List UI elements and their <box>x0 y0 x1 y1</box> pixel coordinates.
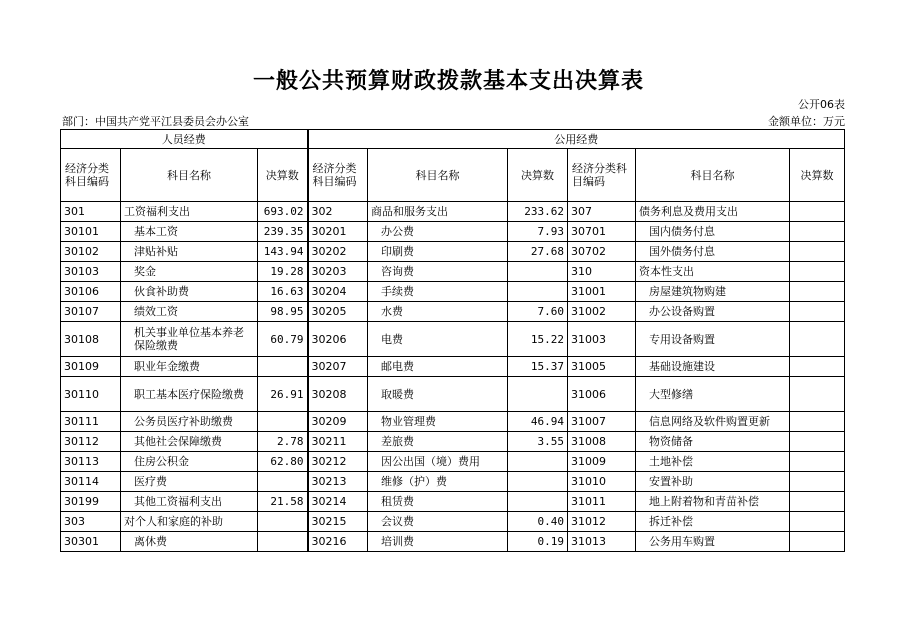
subject-name-cell: 工资福利支出 <box>121 202 258 222</box>
amount-cell <box>790 452 845 472</box>
header-subject-name: 科目名称 <box>368 149 508 202</box>
subject-name-cell: 其他工资福利支出 <box>121 492 258 512</box>
expenditure-table <box>60 129 845 552</box>
subject-name-cell: 租赁费 <box>368 492 508 512</box>
subject-name-cell: 印刷费 <box>368 242 508 262</box>
econ-code-cell: 30206 <box>308 322 368 357</box>
subject-name-cell: 房屋建筑物购建 <box>636 282 790 302</box>
page-title: 一般公共预算财政拨款基本支出决算表 <box>252 69 644 94</box>
amount-cell <box>790 532 845 552</box>
econ-code-cell: 30113 <box>61 452 121 472</box>
subject-name-cell: 水费 <box>368 302 508 322</box>
amount-cell <box>258 357 308 377</box>
amount-cell <box>790 282 845 302</box>
subject-name-cell: 职工基本医疗保险缴费 <box>121 377 258 412</box>
econ-code-cell: 30107 <box>61 302 121 322</box>
table-row <box>61 357 845 377</box>
amount-cell <box>790 222 845 242</box>
subject-name-cell: 奖金 <box>121 262 258 282</box>
table-row <box>61 532 845 552</box>
amount-cell: 98.95 <box>258 302 308 322</box>
amount-cell <box>508 492 568 512</box>
table-row <box>61 412 845 432</box>
amount-cell <box>790 472 845 492</box>
econ-code-cell: 31006 <box>568 377 636 412</box>
subject-name-cell: 因公出国（境）费用 <box>368 452 508 472</box>
subject-name-cell: 机关事业单位基本养老保险缴费 <box>121 322 258 357</box>
table-row <box>61 302 845 322</box>
subject-name-cell: 基本工资 <box>121 222 258 242</box>
amount-cell: 239.35 <box>258 222 308 242</box>
amount-cell <box>790 202 845 222</box>
subject-name-cell: 住房公积金 <box>121 452 258 472</box>
subject-name-cell: 商品和服务支出 <box>368 202 508 222</box>
econ-code-cell: 30215 <box>308 512 368 532</box>
subject-name-cell: 咨询费 <box>368 262 508 282</box>
header-subject-name: 科目名称 <box>636 149 790 202</box>
econ-code-cell: 31005 <box>568 357 636 377</box>
subject-name-cell: 物业管理费 <box>368 412 508 432</box>
econ-code-cell: 31002 <box>568 302 636 322</box>
subject-name-cell: 维修（护）费 <box>368 472 508 492</box>
form-code: 公开06表 <box>798 98 845 111</box>
econ-code-cell: 31013 <box>568 532 636 552</box>
subject-name-cell: 职业年金缴费 <box>121 357 258 377</box>
header-econ-code: 经济分类科目编码 <box>568 149 636 202</box>
department-label: 部门：中国共产党平江县委员会办公室 <box>62 115 249 128</box>
subject-name-cell: 办公设备购置 <box>636 302 790 322</box>
econ-code-cell: 30108 <box>61 322 121 357</box>
amount-cell <box>790 377 845 412</box>
table-row <box>61 492 845 512</box>
econ-code-cell: 30201 <box>308 222 368 242</box>
amount-cell <box>790 302 845 322</box>
econ-code-cell: 30212 <box>308 452 368 472</box>
amount-cell: 0.40 <box>508 512 568 532</box>
subject-name-cell: 取暖费 <box>368 377 508 412</box>
amount-cell: 693.02 <box>258 202 308 222</box>
econ-code-cell: 31001 <box>568 282 636 302</box>
amount-cell: 3.55 <box>508 432 568 452</box>
amount-cell: 2.78 <box>258 432 308 452</box>
subject-name-cell: 债务利息及费用支出 <box>636 202 790 222</box>
subject-name-cell: 信息网络及软件购置更新 <box>636 412 790 432</box>
amount-cell: 19.28 <box>258 262 308 282</box>
unit-label: 金额单位：万元 <box>768 115 845 128</box>
amount-cell <box>508 262 568 282</box>
amount-cell <box>790 357 845 377</box>
table-row <box>61 377 845 412</box>
subject-name-cell: 其他社会保障缴费 <box>121 432 258 452</box>
table-row <box>61 202 845 222</box>
econ-code-cell: 30301 <box>61 532 121 552</box>
subject-name-cell: 土地补偿 <box>636 452 790 472</box>
amount-cell: 0.19 <box>508 532 568 552</box>
table-row <box>61 242 845 262</box>
subject-name-cell: 电费 <box>368 322 508 357</box>
amount-cell <box>790 432 845 452</box>
subject-name-cell: 伙食补助费 <box>121 282 258 302</box>
amount-cell <box>790 492 845 512</box>
header-amount: 决算数 <box>790 149 845 202</box>
econ-code-cell: 31010 <box>568 472 636 492</box>
econ-code-cell: 30204 <box>308 282 368 302</box>
subject-name-cell: 基础设施建设 <box>636 357 790 377</box>
header-amount: 决算数 <box>258 149 308 202</box>
amount-cell <box>790 242 845 262</box>
econ-code-cell: 31008 <box>568 432 636 452</box>
amount-cell <box>508 282 568 302</box>
amount-cell: 62.80 <box>258 452 308 472</box>
econ-code-cell: 310 <box>568 262 636 282</box>
subject-name-cell: 差旅费 <box>368 432 508 452</box>
econ-code-cell: 30101 <box>61 222 121 242</box>
table-row <box>61 512 845 532</box>
econ-code-cell: 30207 <box>308 357 368 377</box>
econ-code-cell: 30211 <box>308 432 368 452</box>
amount-cell: 46.94 <box>508 412 568 432</box>
subject-name-cell: 津贴补贴 <box>121 242 258 262</box>
subject-name-cell: 资本性支出 <box>636 262 790 282</box>
econ-code-cell: 31012 <box>568 512 636 532</box>
subject-name-cell: 绩效工资 <box>121 302 258 322</box>
subject-name-cell: 会议费 <box>368 512 508 532</box>
amount-cell: 27.68 <box>508 242 568 262</box>
econ-code-cell: 307 <box>568 202 636 222</box>
econ-code-cell: 301 <box>61 202 121 222</box>
amount-cell: 7.93 <box>508 222 568 242</box>
econ-code-cell: 30110 <box>61 377 121 412</box>
table-row <box>61 322 845 357</box>
amount-cell: 15.22 <box>508 322 568 357</box>
econ-code-cell: 302 <box>308 202 368 222</box>
subject-name-cell: 医疗费 <box>121 472 258 492</box>
econ-code-cell: 31007 <box>568 412 636 432</box>
subject-name-cell: 国内债务付息 <box>636 222 790 242</box>
amount-cell <box>258 532 308 552</box>
amount-cell <box>508 472 568 492</box>
amount-cell: 233.62 <box>508 202 568 222</box>
group-header-personnel: 人员经费 <box>61 130 308 149</box>
header-econ-code: 经济分类科目编码 <box>308 149 368 202</box>
econ-code-cell: 30106 <box>61 282 121 302</box>
econ-code-cell: 30102 <box>61 242 121 262</box>
amount-cell: 60.79 <box>258 322 308 357</box>
amount-cell: 7.60 <box>508 302 568 322</box>
econ-code-cell: 30114 <box>61 472 121 492</box>
econ-code-cell: 30205 <box>308 302 368 322</box>
table-row <box>61 262 845 282</box>
subject-name-cell: 离休费 <box>121 532 258 552</box>
subject-name-cell: 安置补助 <box>636 472 790 492</box>
amount-cell <box>258 412 308 432</box>
econ-code-cell: 30199 <box>61 492 121 512</box>
econ-code-cell: 30202 <box>308 242 368 262</box>
subject-name-cell: 国外债务付息 <box>636 242 790 262</box>
amount-cell: 16.63 <box>258 282 308 302</box>
econ-code-cell: 303 <box>61 512 121 532</box>
subject-name-cell: 公务员医疗补助缴费 <box>121 412 258 432</box>
amount-cell <box>790 412 845 432</box>
subject-name-cell: 拆迁补偿 <box>636 512 790 532</box>
table-row <box>61 282 845 302</box>
econ-code-cell: 30702 <box>568 242 636 262</box>
econ-code-cell: 30209 <box>308 412 368 432</box>
amount-cell <box>508 452 568 472</box>
econ-code-cell: 30111 <box>61 412 121 432</box>
subject-name-cell: 邮电费 <box>368 357 508 377</box>
econ-code-cell: 30203 <box>308 262 368 282</box>
subject-name-cell: 物资储备 <box>636 432 790 452</box>
econ-code-cell: 30208 <box>308 377 368 412</box>
table-row <box>61 452 845 472</box>
amount-cell <box>258 472 308 492</box>
subject-name-cell: 手续费 <box>368 282 508 302</box>
header-amount: 决算数 <box>508 149 568 202</box>
econ-code-cell: 31011 <box>568 492 636 512</box>
table-row <box>61 222 845 242</box>
subject-name-cell: 办公费 <box>368 222 508 242</box>
econ-code-cell: 31009 <box>568 452 636 472</box>
econ-code-cell: 30216 <box>308 532 368 552</box>
amount-cell <box>258 512 308 532</box>
econ-code-cell: 31003 <box>568 322 636 357</box>
subject-name-cell: 对个人和家庭的补助 <box>121 512 258 532</box>
amount-cell: 15.37 <box>508 357 568 377</box>
econ-code-cell: 30213 <box>308 472 368 492</box>
econ-code-cell: 30214 <box>308 492 368 512</box>
group-header-public: 公用经费 <box>308 130 845 149</box>
econ-code-cell: 30103 <box>61 262 121 282</box>
amount-cell <box>790 512 845 532</box>
econ-code-cell: 30701 <box>568 222 636 242</box>
amount-cell: 143.94 <box>258 242 308 262</box>
amount-cell: 21.58 <box>258 492 308 512</box>
header-subject-name: 科目名称 <box>121 149 258 202</box>
econ-code-cell: 30109 <box>61 357 121 377</box>
table-row <box>61 472 845 492</box>
econ-code-cell: 30112 <box>61 432 121 452</box>
amount-cell <box>790 322 845 357</box>
subject-name-cell: 专用设备购置 <box>636 322 790 357</box>
amount-cell <box>508 377 568 412</box>
subject-name-cell: 大型修缮 <box>636 377 790 412</box>
amount-cell: 26.91 <box>258 377 308 412</box>
table-row <box>61 432 845 452</box>
amount-cell <box>790 262 845 282</box>
header-econ-code: 经济分类科目编码 <box>61 149 121 202</box>
subject-name-cell: 培训费 <box>368 532 508 552</box>
subject-name-cell: 公务用车购置 <box>636 532 790 552</box>
subject-name-cell: 地上附着物和青苗补偿 <box>636 492 790 512</box>
